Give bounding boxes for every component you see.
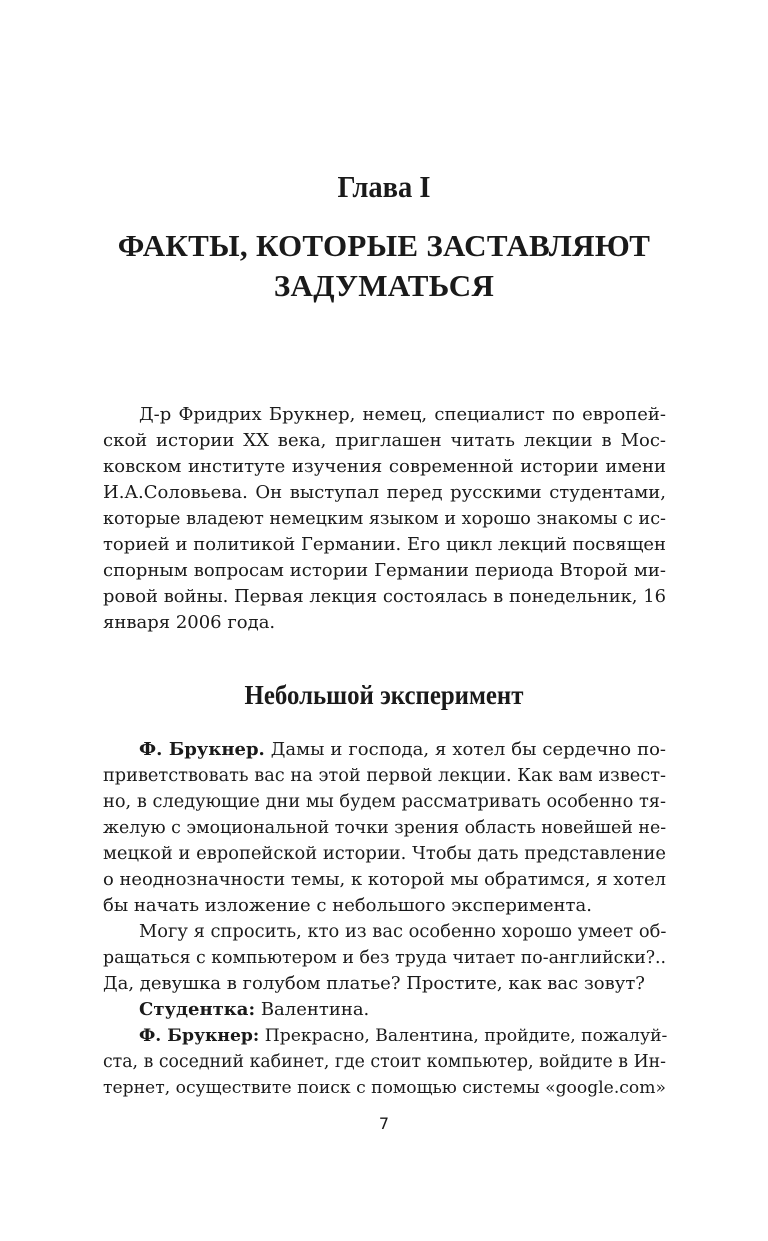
text-line: которые владеют немецким языком и хорошо знакомы с ис- [103,509,666,529]
text-line: ращаться с компьютером и без труда читает по-английски?.. [103,948,667,968]
text-line: тернет, осуществите поиск с помощью системы «google.com» [103,1078,666,1098]
text-line: Могу я спросить, кто из вас особенно хорошо умеет об- [139,921,667,942]
dialog-text-span: Дамы и господа, я хотел бы сердечно по- [270,739,666,760]
text-line: Д-р Фридрих Брукнер, немец, специалист по европей- [139,404,666,425]
dialog-line [103,737,666,763]
text-line: января 2006 года. [103,612,276,633]
text-line: но, в следующие дни мы будем рассматривать особенно тя- [103,792,666,812]
text-line: Да, девушка в голубом платье? Простите, как вас зовут? [103,973,645,994]
text-line: торией и политикой Германии. Его цикл лекций посвящен [103,534,666,555]
page-number: 7 [378,1114,390,1133]
dialog-text-span: Прекрасно, Валентина, пройдите, пожалуй- [264,1026,668,1046]
text-line: ковском институте изучения современной истории имени [103,456,666,477]
text-line: бы начать изложение с небольшого эксперимента. [103,895,592,916]
text-line: мецкой и европейской истории. Чтобы дать представление [103,843,666,864]
speaker-name: Ф. Брукнер. [139,739,265,760]
intro-paragraph [103,402,666,636]
chapter-title [84,226,684,306]
text-line: И.А.Соловьева. Он выступал перед русскими студентами, [103,482,666,503]
text-line: ста, в соседний кабинет, где стоит компьютер, войдите в Ин- [103,1052,666,1072]
chapter-title-line: ЗАДУМАТЬСЯ [273,268,495,303]
chapter-label: Глава I [337,169,431,204]
chapter-title-line: ФАКТЫ, КОТОРЫЕ ЗАСТАВЛЯЮТ [117,228,651,263]
text-line: желую с эмоциональной точки зрения область новейшей не- [103,818,667,838]
speaker-name: Ф. Брукнер: [139,1026,260,1046]
section-heading: Небольшой эксперимент [244,680,524,710]
text-line: ровой войны. Первая лекция состоялась в понедельник, 16 [103,586,666,607]
dialog-line [103,997,666,1023]
text-line: ской истории XX века, приглашен читать лекции в Мос- [103,430,666,451]
text-line: спорным вопросам истории Германии периода Второй ми- [103,560,666,581]
dialog-line [103,1023,666,1049]
dialog-text [103,737,666,1101]
text-line: приветствовать вас на этой первой лекции. Как вам извест- [103,766,666,786]
dialog-text-span: Валентина. [260,999,370,1020]
speaker-name: Студентка: [139,999,256,1020]
text-line: о неоднозначности темы, к которой мы обратимся, я хотел [103,869,666,890]
